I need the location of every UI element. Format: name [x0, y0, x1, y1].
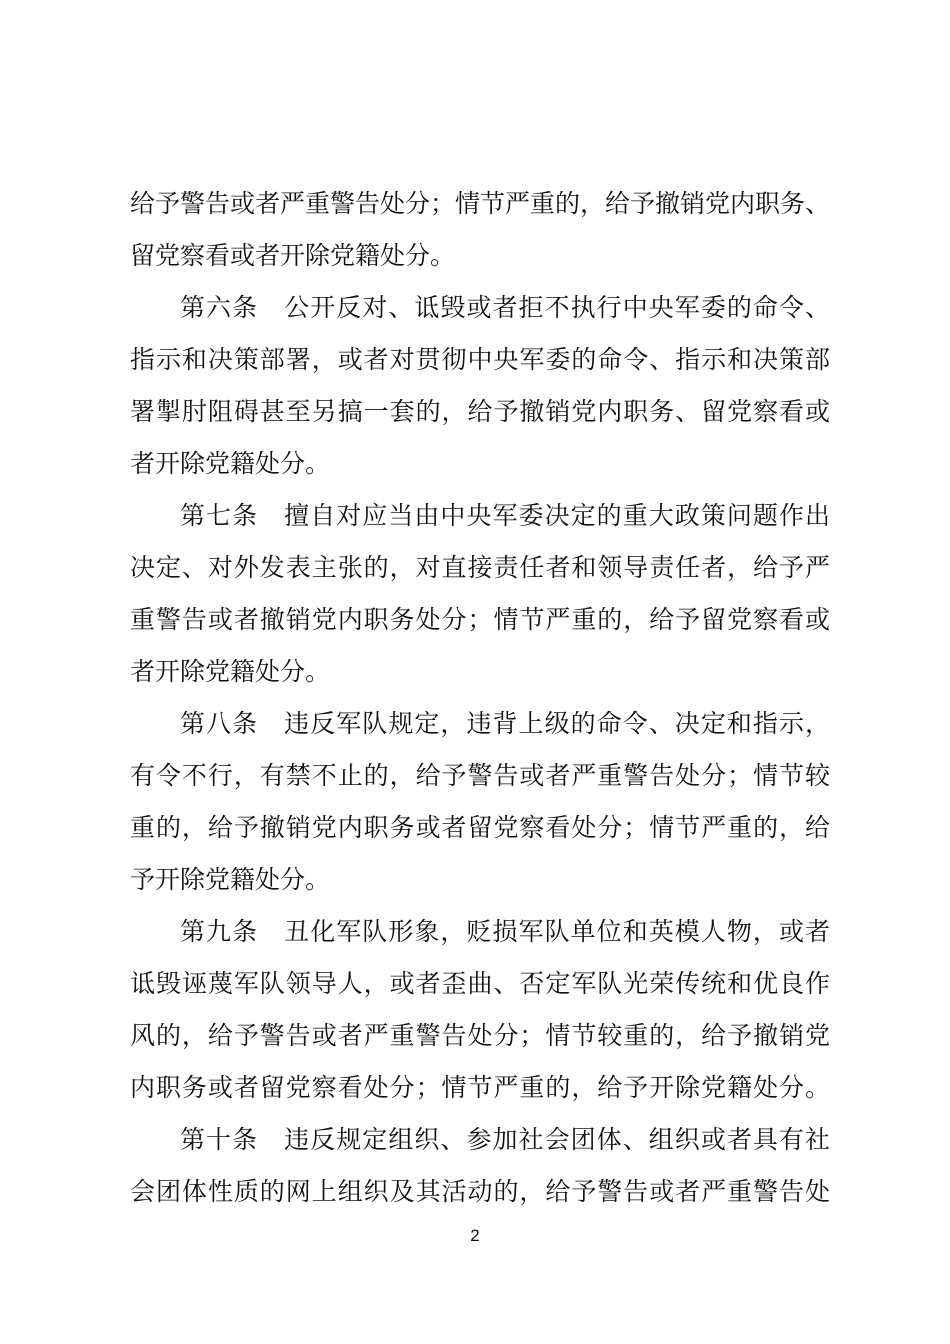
text-line-12: 有令不行，有禁不止的，给予警告或者严重警告处分；情节较 — [130, 761, 830, 790]
text-line-18: 内职务或者留党察看处分；情节严重的，给予开除党籍处分。 — [130, 1073, 830, 1102]
article-7-heading-line: 第七条 擅自对应当由中央军委决定的重大政策问题作出 — [180, 501, 830, 530]
text-line-9: 重警告或者撤销党内职务处分；情节严重的，给予留党察看或 — [130, 605, 830, 634]
article-10-heading-line: 第十条 违反规定组织、参加社会团体、组织或者具有社 — [180, 1125, 830, 1154]
text-line-10: 者开除党籍处分。 — [130, 657, 331, 686]
article-9-heading-line: 第九条 丑化军队形象，贬损军队单位和英模人物，或者 — [180, 917, 830, 946]
text-line-20: 会团体性质的网上组织及其活动的，给予警告或者严重警告处 — [130, 1177, 830, 1206]
page-number: 2 — [470, 1226, 480, 1245]
article-8-heading-line: 第八条 违反军队规定，违背上级的命令、决定和指示， — [180, 709, 830, 738]
text-line-17: 风的，给予警告或者严重警告处分；情节较重的，给予撤销党 — [130, 1021, 830, 1050]
text-line-5: 署掣肘阻碍甚至另搞一套的，给予撤销党内职务、留党察看或 — [130, 397, 830, 426]
text-line-2: 留党察看或者开除党籍处分。 — [130, 241, 456, 270]
article-6-heading-line: 第六条 公开反对、诋毁或者拒不执行中央军委的命令、 — [180, 293, 830, 322]
text-line-6: 者开除党籍处分。 — [130, 449, 331, 478]
text-line-14: 予开除党籍处分。 — [130, 865, 331, 894]
text-line-13: 重的，给予撤销党内职务或者留党察看处分；情节严重的，给 — [130, 813, 830, 842]
text-line-8: 决定、对外发表主张的，对直接责任者和领导责任者，给予严 — [130, 553, 830, 582]
text-line-1: 给予警告或者严重警告处分；情节严重的，给予撤销党内职务、 — [130, 189, 831, 218]
text-line-4: 指示和决策部署，或者对贯彻中央军委的命令、指示和决策部 — [130, 345, 830, 374]
text-line-16: 诋毁诬蔑军队领导人，或者歪曲、否定军队光荣传统和优良作 — [130, 969, 830, 998]
